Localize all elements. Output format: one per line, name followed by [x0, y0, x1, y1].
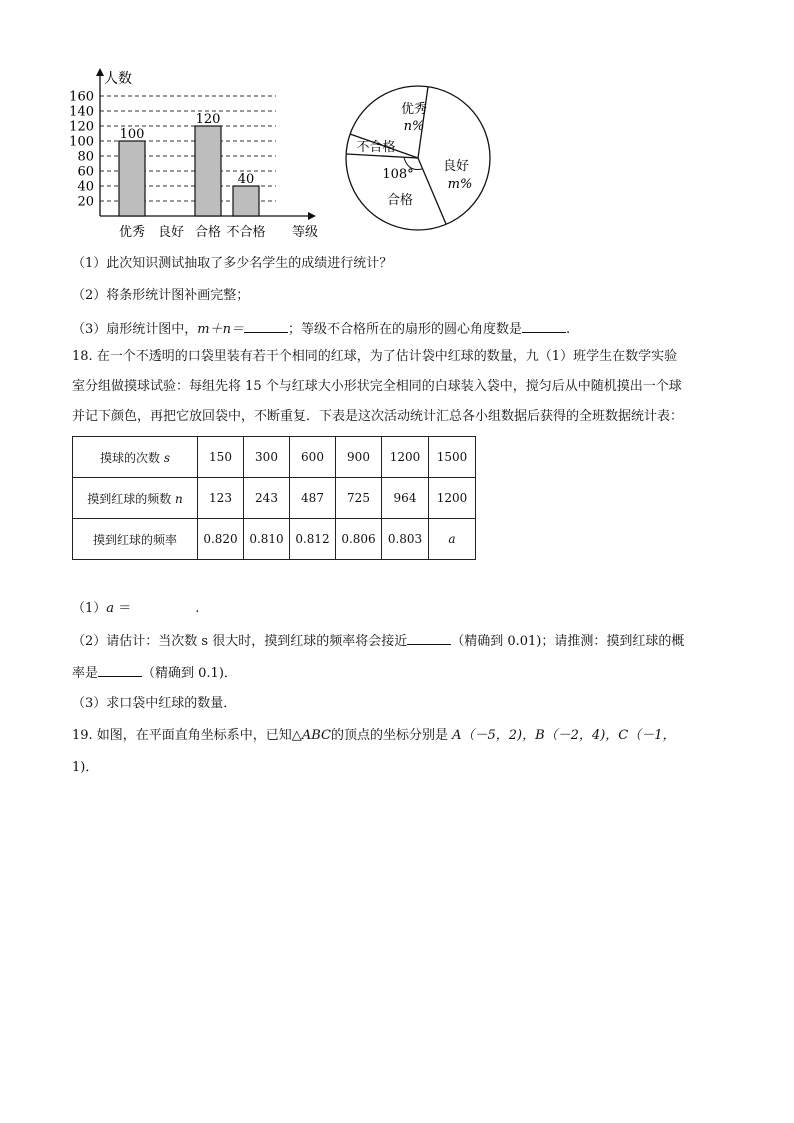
x-axis-title: 等级: [291, 225, 319, 240]
table-cell: a: [429, 519, 476, 560]
table-row: [73, 519, 476, 560]
pie-divider-right: [418, 158, 446, 224]
table-cell: 900: [336, 437, 382, 478]
table-row-header: 摸球的次数 s: [73, 437, 198, 478]
table-cell: 0.803: [382, 519, 429, 560]
q17-part1: （1）此次知识测试抽取了多少名学生的成绩进行统计？: [72, 256, 393, 271]
data-table: [72, 436, 476, 560]
q18-line3: 并记下颜色，再把它放回袋中，不断重复．下表是这次活动统计汇总各小组数据后获得的全班数据统计表：: [72, 409, 684, 424]
data-label: 120: [195, 112, 221, 127]
answer-blank[interactable]: [244, 318, 288, 333]
table-row-header: 摸到红球的频数 n: [73, 478, 198, 519]
y-tick-label: 100: [69, 134, 94, 150]
pie-label-good: 良好: [442, 159, 470, 174]
y-tick-label: 20: [77, 194, 94, 210]
y-axis-title: 人数: [104, 71, 132, 87]
answer-blank[interactable]: [407, 630, 451, 645]
data-label: 100: [119, 127, 145, 142]
table-cell: 600: [290, 437, 336, 478]
x-tick-label: 优秀: [118, 225, 146, 240]
q17-part3-expr: m＋n＝: [197, 322, 244, 337]
q19-line1: 19. 如图，在平面直角坐标系中，已知△ABC的顶点的坐标分别是 A（－5，2)，B（－2，4)，C（－1，: [72, 728, 676, 743]
q17-part3-end: .: [566, 322, 571, 337]
q17-part2: （2）将条形统计图补画完整；: [72, 288, 250, 303]
table-cell: 0.820: [198, 519, 244, 560]
pie-label-fail: 不合格: [356, 140, 396, 155]
table-cell: 1200: [382, 437, 429, 478]
x-tick-label: 不合格: [226, 225, 266, 240]
y-tick-label: 80: [77, 149, 94, 165]
y-tick-label: 120: [69, 119, 94, 135]
table-cell: 0.806: [336, 519, 382, 560]
y-axis-arrow-icon: [96, 68, 104, 76]
q18-part2-cont: 率是 （精确到 0.1)．: [72, 662, 237, 684]
q17-part3-mid: ；等级不合格所在的扇形的圆心角度数是: [287, 322, 522, 337]
table-row: [73, 437, 476, 478]
pie-chart: [342, 82, 494, 234]
answer-blank[interactable]: [131, 598, 195, 612]
table-cell: 150: [198, 437, 244, 478]
q18-part2: （2）请估计：当次数 s 很大时，摸到红球的频率将会接近 （精确到 0.01)；请推测：摸到红球的概: [72, 630, 684, 652]
table-cell: 1500: [429, 437, 476, 478]
table-cell: 0.812: [290, 519, 336, 560]
table-cell: 725: [336, 478, 382, 519]
x-axis-arrow-icon: [308, 212, 316, 220]
answer-blank[interactable]: [98, 662, 142, 677]
y-tick-label: 160: [69, 89, 94, 105]
q18-line2: 室分组做摸球试验：每组先将 15 个与红球大小形状完全相同的白球装入袋中，搅匀后从中随机摸出一个球: [72, 379, 682, 394]
q18-part3: （3）求口袋中红球的数量．: [72, 696, 237, 711]
table-cell: 487: [290, 478, 336, 519]
table-cell: 123: [198, 478, 244, 519]
q17-part3-lead: （3）扇形统计图中，: [72, 322, 198, 337]
pie-label-pass: 合格: [386, 193, 414, 208]
data-label: 40: [237, 172, 255, 187]
bar: [233, 186, 259, 216]
q18-part1: （1）a ＝ .: [72, 598, 199, 619]
bar: [195, 126, 221, 216]
bar-chart: [60, 60, 328, 246]
table-row: [73, 478, 476, 519]
pie-value-good: m%: [447, 177, 473, 192]
table-cell: 0.810: [244, 519, 290, 560]
pie-label-excellent: 优秀: [400, 102, 428, 117]
table-cell: 243: [244, 478, 290, 519]
y-tick-label: 140: [69, 104, 94, 120]
x-tick-label: 合格: [194, 225, 222, 240]
y-tick-label: 60: [77, 164, 94, 180]
bar: [119, 141, 145, 216]
answer-blank[interactable]: [522, 318, 566, 333]
y-tick-label: 40: [77, 179, 94, 195]
q18-line1: 18. 在一个不透明的口袋里装有若干个相同的红球，为了估计袋中红球的数量，九（1）班学生在数学实验: [72, 349, 678, 364]
x-tick-label: 良好: [157, 225, 185, 240]
table-cell: 300: [244, 437, 290, 478]
q17-part3: [72, 318, 570, 340]
table-cell: 964: [382, 478, 429, 519]
table-cell: 1200: [429, 478, 476, 519]
table-row-header: 摸到红球的频率: [73, 519, 198, 560]
pie-value-pass: 108°: [382, 167, 414, 182]
q19-line2: 1)．: [72, 760, 99, 775]
pie-value-excellent: n%: [403, 119, 425, 134]
